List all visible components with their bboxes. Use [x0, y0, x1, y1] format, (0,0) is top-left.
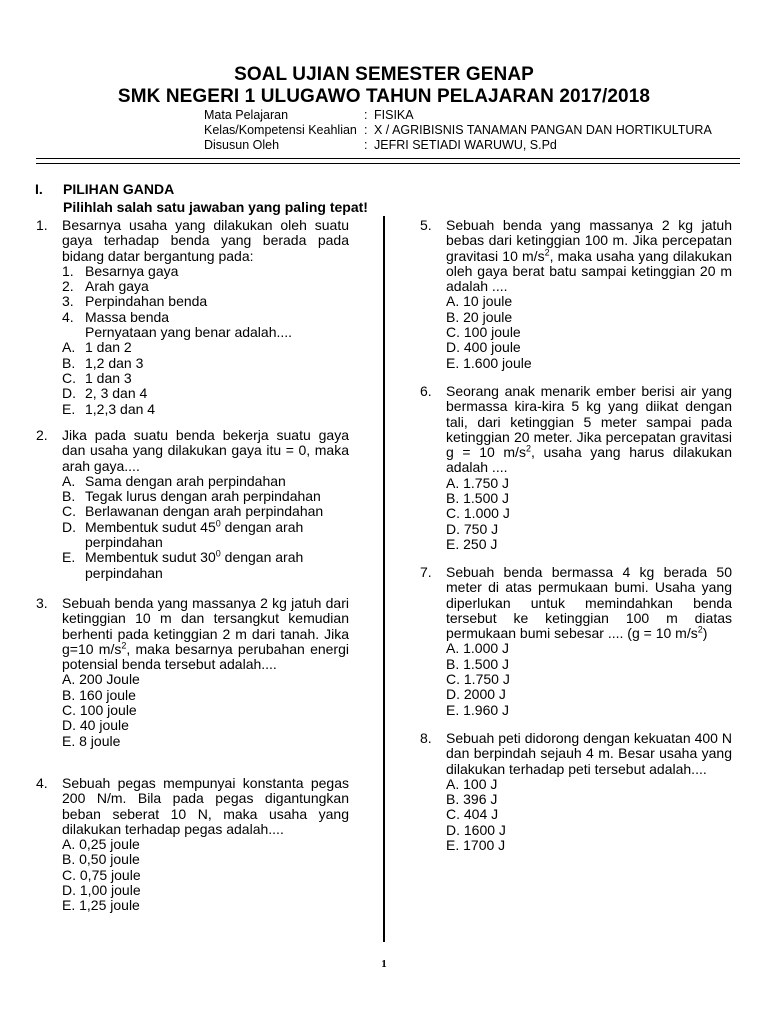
exam-title: SOAL UJIAN SEMESTER GENAP	[234, 64, 534, 85]
meta-sep: :	[364, 138, 368, 152]
section-header	[35, 180, 368, 216]
school-title: SMK NEGERI 1 ULUGAWO TAHUN PELAJARAN 2017/2018	[117, 86, 651, 107]
answer-option: D. 1600 J	[446, 821, 506, 838]
column-divider	[383, 216, 385, 942]
statement-item: 2. Arah gaya	[62, 278, 149, 295]
answer-option: A. 10 joule	[446, 293, 513, 310]
section-instruction: Pilihlah salah satu jawaban yang paling tepat!	[63, 199, 368, 215]
answer-option-continued: perpindahan	[85, 564, 163, 581]
answer-option-continued: perpindahan	[85, 534, 163, 551]
question-number: 7.	[420, 564, 432, 580]
answer-option: D. 40 joule	[62, 717, 129, 734]
answer-option: D. 400 joule	[446, 339, 521, 356]
question-7	[420, 565, 732, 718]
answer-option: C. 100 joule	[62, 702, 137, 719]
answer-option: C. 404 J	[446, 806, 499, 823]
question-2	[36, 428, 349, 581]
meta-subject	[204, 108, 712, 123]
meta-value: FISIKA	[374, 108, 414, 122]
answer-option: A. 200 Joule	[62, 671, 140, 688]
question-1	[36, 218, 349, 417]
question-6	[420, 384, 732, 552]
question-5	[420, 218, 732, 371]
answer-option: B. 1.500 J	[446, 490, 510, 507]
answer-option: B. 160 joule	[62, 686, 136, 703]
answer-option: B. 1.500 J	[446, 655, 510, 672]
question-stem: Sebuah benda yang massanya 2 kg jatuh dari ketinggian 10 m dan tersangkut kemudian berhenti pada ketinggian 2 m dari tanah. Jika g=10 $m/s^2$, maka besarnya perubahan energi potensial benda tersebut adalah....	[62, 595, 349, 673]
answer-option: A. 100 J	[446, 775, 498, 792]
answer-option: C. Berlawanan dengan arah perpindahan	[62, 503, 324, 520]
answer-option: A. 1.000 J	[446, 640, 510, 657]
answer-option: B. 396 J	[446, 791, 498, 808]
meta-value: X / AGRIBISNIS TANAMAN PANGAN DAN HORTIKULTURA	[374, 123, 712, 137]
question-stem: Sebuah pegas mempunyai konstanta pegas 200 N/m. Bila pada pegas digantungkan beban seberat 10 N, maka usaha yang dilakukan terhadap pegas adalah....	[62, 775, 349, 837]
question-number: 5.	[420, 217, 432, 233]
question-number: 3.	[36, 595, 48, 611]
answer-option: D. 2000 J	[446, 686, 506, 703]
answer-option: E. 1,2,3 dan 4	[62, 400, 156, 417]
question-stem: Sebuah peti didorong dengan kekuatan 400 N dan berpindah sejauh 4 m. Besar usaha yang dilakukan terhadap peti tersebut adalah....	[446, 730, 732, 777]
question-8	[420, 731, 732, 853]
answer-option: D. 2, 3 dan 4	[62, 385, 148, 402]
answer-option: B. Tegak lurus dengan arah perpindahan	[62, 488, 321, 505]
section-title: PILIHAN GANDA	[63, 181, 175, 197]
statement-item: 3. Perpindahan benda	[62, 293, 208, 310]
answer-option: E. 1.600 joule	[446, 354, 532, 371]
header-rule-top	[36, 158, 740, 159]
question-4	[36, 776, 349, 914]
question-stem: Sebuah benda bermassa 4 kg berada 50 meter di atas permukaan bumi. Usaha yang diperlukan untuk memindahkan benda tersebut ke ketinggian 100 m diatas permukaan bumi sebesar .... (g = 10 $m/s^2$)	[446, 564, 732, 642]
answer-option: D. 750 J	[446, 520, 499, 537]
meta-sep: :	[364, 123, 368, 137]
answer-option: D. 1,00 joule	[62, 882, 141, 899]
question-3	[36, 596, 349, 749]
question-stem: Sebuah benda yang massanya 2 kg jatuh bebas dari ketinggian 100 m. Jika percepatan gravitasi 10 $m/s^2$, maka usaha yang dilakukan oleh gaya berat batu sampai ketinggian 20 m adalah ....	[446, 217, 732, 295]
answer-option: E. 8 joule	[62, 732, 121, 749]
answer-option: E. 250 J	[446, 535, 498, 552]
question-number: 1.	[36, 217, 48, 233]
answer-option: A. 0,25 joule	[62, 836, 140, 853]
answer-option: E. 1,25 joule	[62, 897, 140, 914]
question-number: 8.	[420, 730, 432, 746]
answer-option: C. 1 dan 3	[62, 369, 132, 386]
meta-class	[204, 123, 712, 138]
answer-option: C. 1.750 J	[446, 671, 510, 688]
answer-option: E. 1.960 J	[446, 701, 510, 718]
question-number: 2.	[36, 427, 48, 443]
meta-label: Disusun Oleh	[204, 138, 280, 152]
answer-option: C. 100 joule	[446, 324, 521, 341]
answer-option: C. 0,75 joule	[62, 866, 141, 883]
meta-sep: :	[364, 108, 368, 122]
exam-meta	[204, 108, 712, 153]
question-number: 6.	[420, 383, 432, 399]
meta-value: JEFRI SETIADI WARUWU, S.Pd	[374, 138, 557, 152]
answer-option: A. Sama dengan arah perpindahan	[62, 472, 286, 489]
header-rule-bottom	[36, 163, 740, 164]
meta-label: Mata Pelajaran	[204, 108, 289, 122]
answer-option: E. Membentuk sudut $30^0$ dengan arah	[62, 548, 304, 566]
meta-author	[204, 138, 712, 153]
statement-item: 1. Besarnya gaya	[62, 262, 179, 279]
answer-option: B. 0,50 joule	[62, 851, 140, 868]
question-stem: Jika pada suatu benda bekerja suatu gaya dan usaha yang dilakukan gaya itu = 0, maka arah gaya....	[62, 427, 349, 474]
answer-option: A. 1.750 J	[446, 474, 510, 491]
answer-option: B. 20 joule	[446, 308, 513, 325]
answer-option: C. 1.000 J	[446, 505, 510, 522]
answer-option: B. 1,2 dan 3	[62, 354, 144, 371]
question-prompt: Pernyataan yang benar adalah....	[85, 324, 293, 341]
question-number: 4.	[36, 775, 48, 791]
meta-label: Kelas/Kompetensi Keahlian	[204, 123, 357, 137]
answer-option: A. 1 dan 2	[62, 339, 132, 356]
section-number: I.	[35, 181, 43, 197]
question-stem: Besarnya usaha yang dilakukan oleh suatu gaya terhadap benda yang berada pada bidang datar bergantung pada:	[62, 217, 349, 264]
page-number: 1	[381, 958, 387, 970]
answer-option: E. 1700 J	[446, 837, 506, 854]
answer-option: D. Membentuk sudut $45^0$ dengan arah	[62, 518, 304, 535]
question-stem: Seorang anak menarik ember berisi air yang bermassa kira-kira 5 kg yang diikat dengan tali, dari ketinggian 5 meter sampai pada ketinggian 20 meter. Jika percepatan gravitasi g = 10 $m/s^2$, usaha yang harus dilakukan adalah ....	[446, 383, 733, 476]
statement-item: 4. Massa benda	[62, 308, 170, 325]
